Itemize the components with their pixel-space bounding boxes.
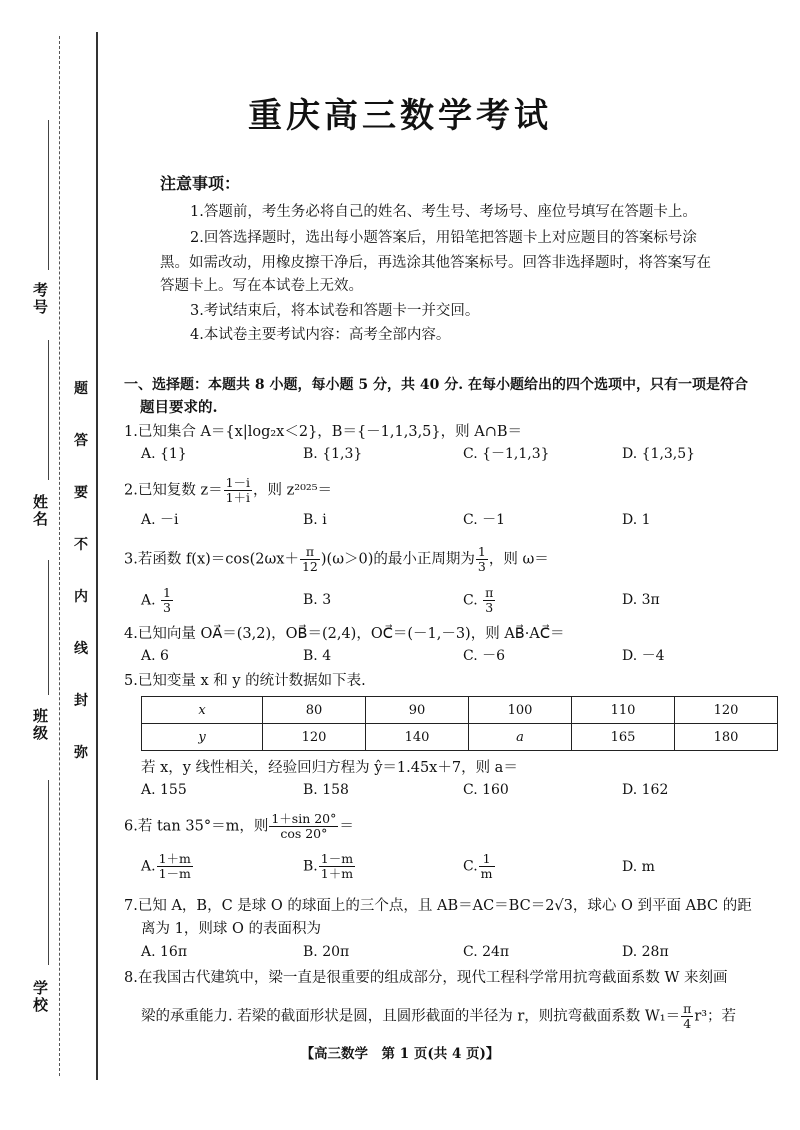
table-cell: 90: [366, 697, 469, 724]
q4-option-c[interactable]: C. －6: [463, 648, 506, 664]
school-blank[interactable]: [48, 780, 49, 965]
q5-option-d[interactable]: D. 162: [622, 782, 669, 798]
q3-option-a[interactable]: A. $\frac{1}{3}$: [141, 585, 171, 615]
q4-option-d[interactable]: D. －4: [622, 648, 665, 664]
table-cell: 120: [675, 697, 778, 724]
q6-option-d[interactable]: D. m: [622, 859, 655, 875]
question-6-stem: 6.若 tan 35°＝m，则 $\frac{1+\sin 20^\circ}{\cos 20^\circ}$ ＝: [124, 811, 354, 841]
margin-label-school: 学校: [31, 980, 49, 1014]
q7-option-b[interactable]: B. 20π: [303, 944, 350, 960]
q6-option-c[interactable]: C. $\frac{1}{m}$: [463, 851, 493, 881]
fraction: $\frac{1-i}{1+i}$: [225, 475, 251, 505]
q1-option-d[interactable]: D. {1,3,5}: [622, 446, 696, 462]
table-cell: 80: [263, 697, 366, 724]
notice-item: 黑。如需改动，用橡皮擦干净后，再选涂其他答案标号。回答非选择题时，将答案写在: [160, 255, 711, 271]
binding-dashed-line: [59, 36, 61, 1076]
q1-option-b[interactable]: B. {1,3}: [303, 446, 363, 462]
table-cell: 180: [675, 724, 778, 751]
question-3-stem: 3.若函数 f(x)＝cos(2ωx＋ $\frac{\pi}{12}$ )(ω＞0)的最小正周期为 $\frac{1}{3}$ ，则 ω＝: [124, 544, 549, 574]
q4-option-a[interactable]: A. 6: [141, 648, 169, 664]
warning-char: 答: [74, 433, 88, 449]
exam-title: 重庆高三数学考试: [248, 96, 552, 136]
q5-option-c[interactable]: C. 160: [463, 782, 509, 798]
question-5-followup: 若 x，y 线性相关，经验回归方程为 ŷ＝1.45x＋7，则 a＝: [141, 760, 518, 776]
notice-item: 答题卡上。写在本试卷上无效。: [160, 278, 363, 294]
table-row: [142, 697, 778, 724]
warning-char: 题: [74, 381, 88, 397]
q1-option-c[interactable]: C. {－1,1,3}: [463, 446, 550, 462]
question-5-stem: 5.已知变量 x 和 y 的统计数据如下表.: [124, 673, 366, 689]
table-row: [142, 724, 778, 751]
q3-option-b[interactable]: B. 3: [303, 592, 332, 608]
margin-label-name: 姓名: [31, 494, 49, 528]
q6-option-a[interactable]: A. $\frac{1+m}{1-m}$: [141, 851, 191, 881]
notice-item: 4.本试卷主要考试内容：高考全部内容。: [190, 327, 451, 343]
binding-line: [96, 32, 98, 1080]
warning-char: 弥: [74, 745, 88, 761]
question-7-stem-cont: 离为 1，则球 O 的表面积为: [141, 921, 321, 937]
table-cell: 100: [469, 697, 572, 724]
data-table: [141, 696, 778, 751]
question-4-stem: 4.已知向量 OA⃗＝(3,2)，OB⃗＝(2,4)，OC⃗＝(－1,－3)，则 AB⃗·AC⃗＝: [124, 626, 565, 642]
question-8-stem: 8.在我国古代建筑中，梁一直是很重要的组成部分，现代工程科学常用抗弯截面系数 W 来刻画: [124, 970, 728, 986]
q7-option-c[interactable]: C. 24π: [463, 944, 510, 960]
q2-option-d[interactable]: D. 1: [622, 512, 651, 528]
warning-char: 封: [74, 693, 88, 709]
table-cell: 140: [366, 724, 469, 751]
notice-item: 2.回答选择题时，选出每小题答案后，用铅笔把答题卡上对应题目的答案标号涂: [190, 230, 697, 246]
q4-option-b[interactable]: B. 4: [303, 648, 332, 664]
name-blank[interactable]: [48, 340, 49, 480]
class-blank[interactable]: [48, 560, 49, 695]
margin-label-class: 班级: [31, 708, 49, 742]
warning-char: 不: [74, 537, 88, 553]
q2-option-b[interactable]: B. i: [303, 512, 327, 528]
question-7-stem: 7.已知 A，B，C 是球 O 的球面上的三个点，且 AB＝AC＝BC＝2√3，球心 O 到平面 ABC 的距: [124, 898, 752, 914]
notice-item: 3.考试结束后，将本试卷和答题卡一并交回。: [190, 303, 480, 319]
q2-option-c[interactable]: C. －1: [463, 512, 506, 528]
table-cell: 110: [572, 697, 675, 724]
table-cell: 120: [263, 724, 366, 751]
margin-label-exam-number: 考号: [31, 282, 49, 316]
q6-option-b[interactable]: B. $\frac{1-m}{1+m}$: [303, 851, 354, 881]
warning-char: 内: [74, 589, 88, 605]
q5-option-b[interactable]: B. 158: [303, 782, 349, 798]
q2-option-a[interactable]: A. －i: [141, 512, 179, 528]
q5-option-a[interactable]: A. 155: [141, 782, 187, 798]
warning-char: 线: [74, 641, 88, 657]
warning-char: 要: [74, 485, 88, 501]
q7-option-d[interactable]: D. 28π: [622, 944, 669, 960]
question-8-stem-cont: 梁的承重能力. 若梁的截面形状是圆，且圆形截面的半径为 r，则抗弯截面系数 W₁＝ $\frac{\pi}{4}$ r³；若: [141, 1001, 737, 1031]
notice-item: 1.答题前，考生务必将自己的姓名、考生号、考场号、座位号填写在答题卡上。: [190, 204, 697, 220]
section-heading-cont: 题目要求的.: [140, 399, 218, 416]
table-cell: x: [142, 697, 263, 724]
q3-option-c[interactable]: C. $\frac{\pi}{3}$: [463, 585, 494, 615]
exam-number-blank[interactable]: [48, 120, 49, 270]
section-heading: 一、选择题：本题共 8 小题，每小题 5 分，共 40 分. 在每小题给出的四个选项中，只有一项是符合: [124, 377, 748, 393]
table-cell: y: [142, 724, 263, 751]
question-2-stem: 2.已知复数 z＝ $\frac{1-i}{1+i}$ ，则 z²⁰²⁵＝: [124, 475, 333, 505]
table-cell: 165: [572, 724, 675, 751]
page-footer: 【高三数学 第 1 页(共 4 页)】: [300, 1046, 500, 1062]
table-cell: a: [469, 724, 572, 751]
question-1-stem: 1.已知集合 A＝{x|log₂x＜2}，B＝{－1,1,3,5}，则 A∩B＝: [124, 424, 523, 440]
notice-heading: 注意事项：: [160, 174, 241, 193]
q3-option-d[interactable]: D. 3π: [622, 592, 660, 608]
q7-option-a[interactable]: A. 16π: [141, 944, 188, 960]
q1-option-a[interactable]: A. {1}: [141, 446, 187, 462]
